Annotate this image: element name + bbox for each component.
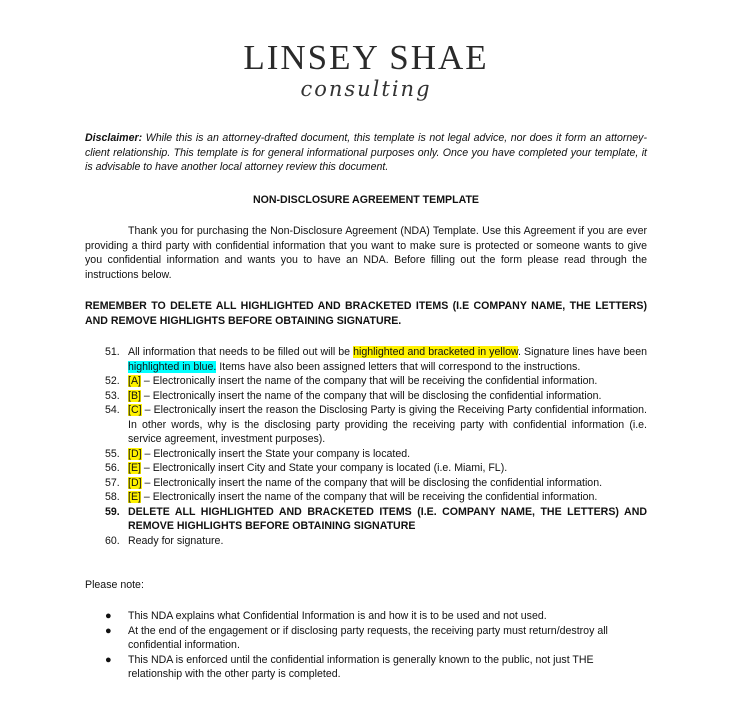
list-item: 52. [A] – Electronically insert the name of the company that will be receiving the confidential information. bbox=[105, 375, 598, 387]
list-item: 59. DELETE ALL HIGHLIGHTED AND BRACKETED ITEMS (I.E. COMPANY NAME, THE LETTERS) AND REMOVE HIGHLIGHTS BEFORE OBTAINING SIGNATURE bbox=[105, 505, 647, 532]
list-number: 59. bbox=[105, 505, 120, 518]
list-item: 60. Ready for signature. bbox=[105, 534, 224, 547]
bracket-tag: [B] bbox=[128, 389, 141, 402]
bracket-tag: [C] bbox=[128, 404, 142, 416]
list-item: 58. [E] – Electronically insert the name of the company that will be receiving the confidential information. bbox=[105, 491, 598, 503]
list-item: 57. [D] – Electronically insert the name of the company that will be disclosing the confidential information. bbox=[105, 476, 603, 489]
bracket-tag: [E] bbox=[128, 491, 141, 503]
instructions-list bbox=[85, 345, 647, 548]
list-number: 51. bbox=[105, 346, 120, 358]
list-item: 56. [E] – Electronically insert City and State your company is located (i.e. Miami, FL). bbox=[105, 462, 508, 474]
list-item: ● At the end of the engagement or if disclosing party requests, the receiving party must return/destroy all confidential information. bbox=[105, 624, 608, 651]
list-item: ● This NDA is enforced until the confidential information is generally known to the public, not just THE relationship with the other party is completed. bbox=[105, 653, 594, 680]
bullet-icon: ● bbox=[105, 624, 112, 637]
list-number: 52. bbox=[105, 375, 120, 387]
list-item: 54. [C] – Electronically insert the reason the Disclosing Party is giving the Receiving Party confidential information. In other words, why is the disclosing party providing the receiving party with confidential information (i.e. service agreement, investment purposes). bbox=[105, 404, 647, 445]
list-item: ● This NDA explains what Confidential Information is and how it is to be used and not used. bbox=[105, 610, 547, 622]
list-item: 51. All information that needs to be filled out will be highlighted and bracketed in yellow. Signature lines have been highlighted in blue. Items have also been assigned letters that will correspond to the instructions. bbox=[105, 346, 647, 373]
list-item: 55. [D] – Electronically insert the State your company is located. bbox=[105, 447, 411, 460]
list-number: 60. bbox=[105, 534, 120, 547]
logo-name: LINSEY SHAE bbox=[243, 38, 489, 77]
page-title: NON-DISCLOSURE AGREEMENT TEMPLATE bbox=[252, 194, 479, 206]
note-label: Please note: bbox=[85, 579, 144, 591]
disclaimer-label: Disclaimer: bbox=[85, 132, 143, 144]
disclaimer bbox=[85, 131, 647, 175]
bullet-icon: ● bbox=[105, 610, 112, 622]
bracket-tag: [D] bbox=[128, 447, 142, 460]
disclaimer-text: While this is an attorney-drafted document, this template is not legal advice, nor does it form an attorney-client relationship. This template is for general informational purposes only. Once you have completed your template, it is advisable to have another local attorney review this document. bbox=[85, 132, 647, 174]
list-number: 58. bbox=[105, 491, 120, 503]
list-item: 53. [B] – Electronically insert the name of the company that will be disclosing the confidential information. bbox=[105, 389, 602, 402]
list-number: 57. bbox=[105, 476, 120, 489]
logo-tagline: consulting bbox=[300, 77, 432, 101]
list-number: 54. bbox=[105, 404, 120, 416]
intro-paragraph: Thank you for purchasing the Non-Disclosure Agreement (NDA) Template. Use this Agreement if you are ever providing a third party with confidential information that you want to make sure is protected or someone wants to give you confidential information and wants you to have an NDA. Before filling out the form please read through the instructions below. bbox=[85, 225, 647, 281]
blue-highlight: highlighted in blue. bbox=[128, 360, 217, 373]
bullet-icon: ● bbox=[105, 653, 112, 666]
bracket-tag: [A] bbox=[128, 375, 141, 387]
list-number: 56. bbox=[105, 462, 120, 474]
notes-list bbox=[85, 609, 647, 682]
remember-notice: REMEMBER TO DELETE ALL HIGHLIGHTED AND BRACKETED ITEMS (I.E COMPANY NAME, THE LETTERS) AND REMOVE HIGHLIGHTS BEFORE OBTAINING SIGNATURE. bbox=[85, 300, 647, 327]
yellow-highlight: highlighted and bracketed in yellow bbox=[353, 346, 519, 358]
list-number: 53. bbox=[105, 389, 120, 402]
bracket-tag: [D] bbox=[128, 476, 142, 489]
list-number: 55. bbox=[105, 447, 120, 460]
bracket-tag: [E] bbox=[128, 462, 141, 474]
